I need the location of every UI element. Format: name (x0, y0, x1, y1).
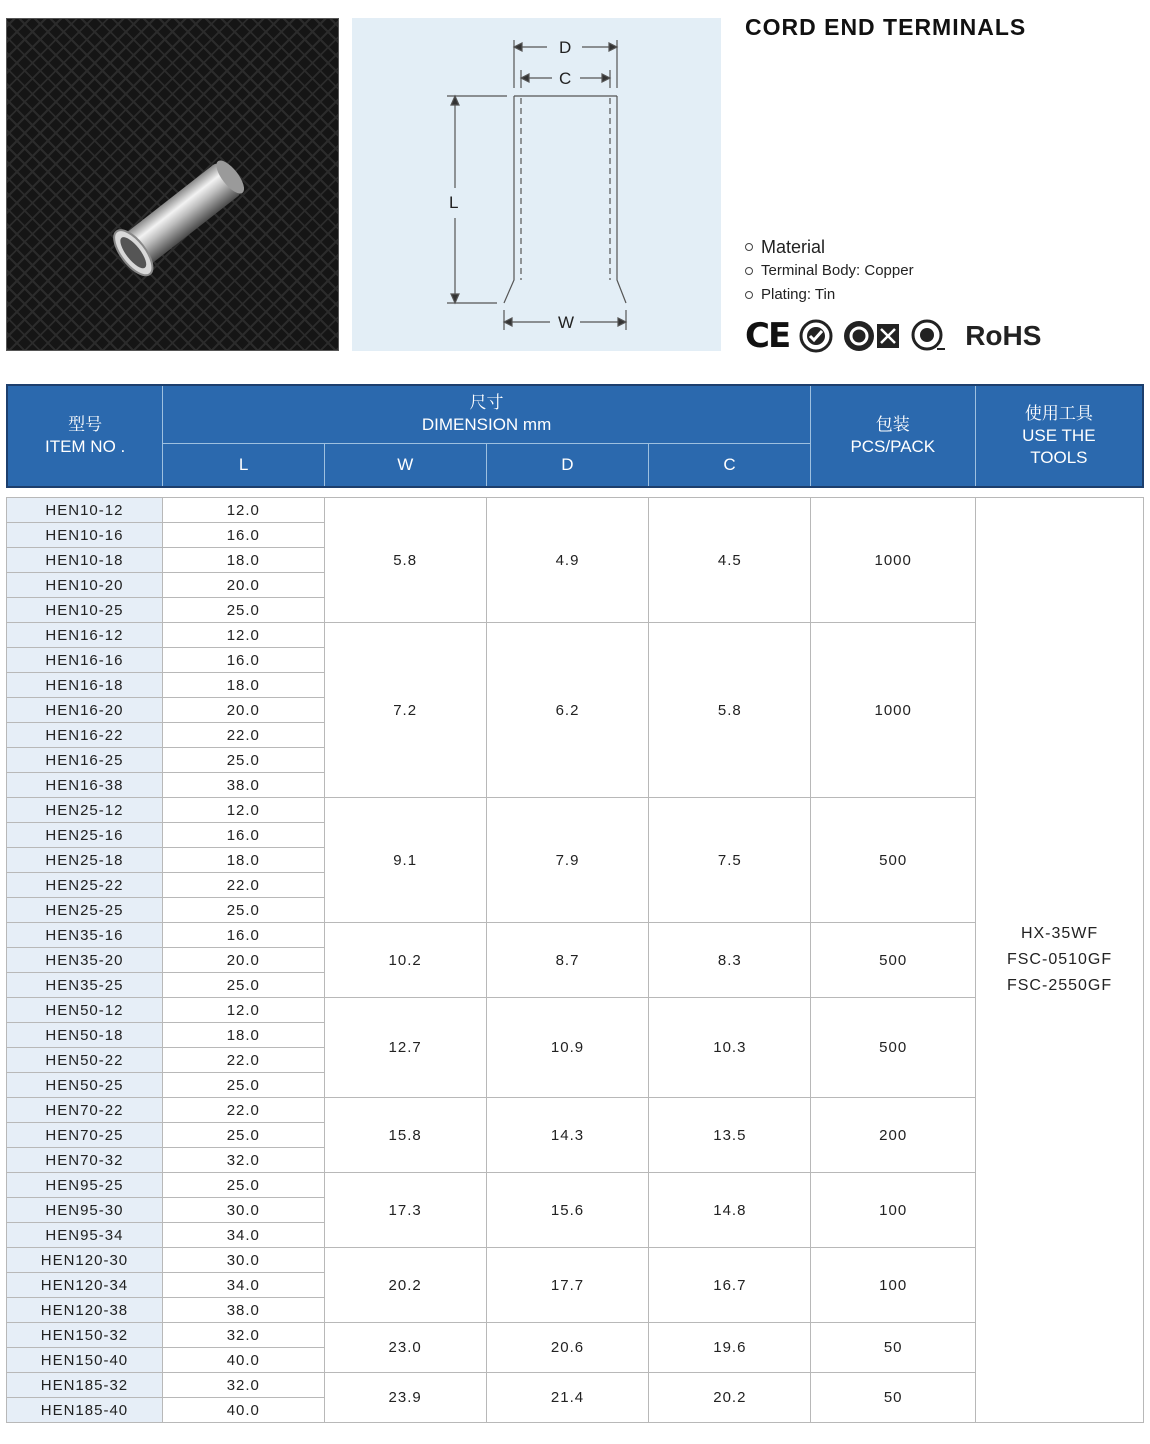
d-cell: 14.3 (486, 1098, 649, 1173)
ferrule-image (7, 19, 339, 351)
header-pack (810, 385, 975, 487)
table-row (7, 1248, 1144, 1273)
d-cell: 7.9 (486, 798, 649, 923)
item-no-cell: HEN120-38 (7, 1298, 163, 1323)
length-cell: 18.0 (162, 548, 324, 573)
tool-name: FSC-0510GF (1006, 951, 1113, 968)
header-dim-cn: 尺寸 (469, 393, 504, 413)
length-cell: 38.0 (162, 773, 324, 798)
header-d: D (486, 443, 649, 487)
length-cell: 32.0 (162, 1323, 324, 1348)
w-cell: 10.2 (324, 923, 486, 998)
length-cell: 40.0 (162, 1398, 324, 1423)
pack-cell: 500 (811, 923, 976, 998)
header-item-en: ITEM NO . (44, 437, 126, 456)
length-cell: 38.0 (162, 1298, 324, 1323)
length-cell: 25.0 (162, 748, 324, 773)
table-row (7, 1323, 1144, 1348)
material-heading: Material (761, 237, 826, 257)
length-cell: 16.0 (162, 923, 324, 948)
table-body (7, 498, 1144, 1423)
w-cell: 7.2 (324, 623, 486, 798)
length-cell: 30.0 (162, 1198, 324, 1223)
length-cell: 20.0 (162, 573, 324, 598)
c-cell: 13.5 (649, 1098, 811, 1173)
item-no-cell: HEN150-32 (7, 1323, 163, 1348)
rohs-mark: RoHS (965, 320, 1042, 351)
table-header (6, 384, 1144, 488)
table-row (7, 623, 1144, 648)
bullet-icon (745, 267, 753, 275)
length-cell: 22.0 (162, 1098, 324, 1123)
w-cell: 12.7 (324, 998, 486, 1098)
length-cell: 25.0 (162, 1173, 324, 1198)
table-row (7, 1173, 1144, 1198)
item-no-cell: HEN25-16 (7, 823, 163, 848)
item-no-cell: HEN120-30 (7, 1248, 163, 1273)
c-cell: 7.5 (649, 798, 811, 923)
pack-cell: 50 (811, 1373, 976, 1423)
tool-name: FSC-2550GF (1006, 977, 1113, 994)
iso-cert-icon (843, 319, 901, 353)
header-tools-cn: 使用工具 (1024, 404, 1093, 423)
length-cell: 25.0 (162, 1123, 324, 1148)
item-no-cell: HEN25-22 (7, 873, 163, 898)
certification-logos (745, 314, 1051, 358)
label-l: L (449, 193, 459, 212)
ce-mark: CE (745, 316, 790, 356)
length-cell: 18.0 (162, 848, 324, 873)
item-no-cell: HEN10-20 (7, 573, 163, 598)
product-photo (6, 18, 339, 351)
pack-cell: 500 (811, 998, 976, 1098)
pack-cell: 1000 (811, 498, 976, 623)
tools-cell (976, 498, 1144, 1423)
header-item-cn: 型号 (68, 415, 103, 434)
item-no-cell: HEN16-22 (7, 723, 163, 748)
c-cell: 4.5 (649, 498, 811, 623)
item-no-cell: HEN10-16 (7, 523, 163, 548)
header-dim-en: DIMENSION mm (421, 415, 552, 435)
w-cell: 17.3 (324, 1173, 486, 1248)
length-cell: 16.0 (162, 648, 324, 673)
length-cell: 22.0 (162, 1048, 324, 1073)
item-no-cell: HEN50-18 (7, 1023, 163, 1048)
length-cell: 25.0 (162, 598, 324, 623)
quality-seal-icon (799, 319, 833, 353)
length-cell: 12.0 (162, 998, 324, 1023)
item-no-cell: HEN16-38 (7, 773, 163, 798)
item-no-cell: HEN16-16 (7, 648, 163, 673)
item-no-cell: HEN10-18 (7, 548, 163, 573)
material-body: Terminal Body: Copper (761, 262, 914, 279)
pack-cell: 100 (811, 1248, 976, 1323)
item-no-cell: HEN70-25 (7, 1123, 163, 1148)
item-no-cell: HEN25-18 (7, 848, 163, 873)
d-cell: 6.2 (486, 623, 649, 798)
item-no-cell: HEN25-12 (7, 798, 163, 823)
length-cell: 25.0 (162, 898, 324, 923)
w-cell: 9.1 (324, 798, 486, 923)
d-cell: 20.6 (486, 1323, 649, 1373)
material-plating: Plating: Tin (761, 286, 836, 303)
w-cell: 23.9 (324, 1373, 486, 1423)
pack-cell: 50 (811, 1323, 976, 1373)
length-cell: 16.0 (162, 823, 324, 848)
pack-cell: 500 (811, 798, 976, 923)
length-cell: 18.0 (162, 1023, 324, 1048)
length-cell: 20.0 (162, 948, 324, 973)
length-cell: 25.0 (162, 1073, 324, 1098)
label-c: C (559, 69, 572, 88)
length-cell: 18.0 (162, 673, 324, 698)
d-cell: 4.9 (486, 498, 649, 623)
pack-cell: 200 (811, 1098, 976, 1173)
item-no-cell: HEN16-18 (7, 673, 163, 698)
label-w: W (558, 313, 575, 332)
header-w: W (324, 443, 486, 487)
length-cell: 34.0 (162, 1223, 324, 1248)
length-cell: 22.0 (162, 723, 324, 748)
bullet-icon (745, 243, 753, 251)
length-cell: 16.0 (162, 523, 324, 548)
header-dimension (163, 385, 811, 443)
item-no-cell: HEN185-32 (7, 1373, 163, 1398)
item-no-cell: HEN16-12 (7, 623, 163, 648)
item-no-cell: HEN25-25 (7, 898, 163, 923)
length-cell: 12.0 (162, 498, 324, 523)
item-no-cell: HEN10-25 (7, 598, 163, 623)
length-cell: 12.0 (162, 623, 324, 648)
header-l: L (163, 443, 325, 487)
item-no-cell: HEN16-25 (7, 748, 163, 773)
table-row (7, 498, 1144, 523)
header-pack-cn: 包装 (875, 415, 910, 434)
length-cell: 32.0 (162, 1373, 324, 1398)
length-cell: 34.0 (162, 1273, 324, 1298)
pack-cell: 1000 (811, 623, 976, 798)
d-cell: 15.6 (486, 1173, 649, 1248)
c-cell: 16.7 (649, 1248, 811, 1323)
c-cell: 5.8 (649, 623, 811, 798)
item-no-cell: HEN50-22 (7, 1048, 163, 1073)
table-row (7, 1373, 1144, 1398)
item-no-cell: HEN120-34 (7, 1273, 163, 1298)
item-no-cell: HEN50-25 (7, 1073, 163, 1098)
length-cell: 25.0 (162, 973, 324, 998)
w-cell: 20.2 (324, 1248, 486, 1323)
item-no-cell: HEN95-25 (7, 1173, 163, 1198)
length-cell: 30.0 (162, 1248, 324, 1273)
d-cell: 10.9 (486, 998, 649, 1098)
c-cell: 14.8 (649, 1173, 811, 1248)
length-cell: 40.0 (162, 1348, 324, 1373)
d-cell: 17.7 (486, 1248, 649, 1323)
d-cell: 21.4 (486, 1373, 649, 1423)
item-no-cell: HEN10-12 (7, 498, 163, 523)
length-cell: 32.0 (162, 1148, 324, 1173)
w-cell: 23.0 (324, 1323, 486, 1373)
header-tools-en2: TOOLS (1030, 448, 1088, 467)
specification-table (6, 497, 1144, 1423)
item-no-cell: HEN70-32 (7, 1148, 163, 1173)
item-no-cell: HEN185-40 (7, 1398, 163, 1423)
header-c: C (649, 443, 811, 487)
d-cell: 8.7 (486, 923, 649, 998)
item-no-cell: HEN95-34 (7, 1223, 163, 1248)
item-no-cell: HEN95-30 (7, 1198, 163, 1223)
header-tools (975, 385, 1143, 487)
length-cell: 20.0 (162, 698, 324, 723)
w-cell: 5.8 (324, 498, 486, 623)
item-no-cell: HEN35-16 (7, 923, 163, 948)
header-item-no (7, 385, 163, 487)
c-cell: 19.6 (649, 1323, 811, 1373)
item-no-cell: HEN70-22 (7, 1098, 163, 1123)
table-row (7, 998, 1144, 1023)
c-cell: 8.3 (649, 923, 811, 998)
page-title: CORD END TERMINALS (745, 14, 1027, 40)
bullet-icon (745, 291, 753, 299)
item-no-cell: HEN150-40 (7, 1348, 163, 1373)
w-cell: 15.8 (324, 1098, 486, 1173)
dimension-diagram (352, 18, 721, 351)
item-no-cell: HEN35-20 (7, 948, 163, 973)
c-cell: 20.2 (649, 1373, 811, 1423)
length-cell: 22.0 (162, 873, 324, 898)
pack-cell: 100 (811, 1173, 976, 1248)
c-cell: 10.3 (649, 998, 811, 1098)
tool-name: HX-35WF (1020, 925, 1099, 942)
item-no-cell: HEN50-12 (7, 998, 163, 1023)
header-tools-en1: USE THE (1022, 426, 1096, 445)
header-pack-en: PCS/PACK (850, 437, 936, 456)
sgs-cert-icon (911, 319, 947, 353)
item-no-cell: HEN16-20 (7, 698, 163, 723)
length-cell: 12.0 (162, 798, 324, 823)
table-row (7, 798, 1144, 823)
table-row (7, 1098, 1144, 1123)
table-row (7, 923, 1144, 948)
material-info (745, 235, 914, 307)
label-d: D (559, 38, 572, 57)
item-no-cell: HEN35-25 (7, 973, 163, 998)
